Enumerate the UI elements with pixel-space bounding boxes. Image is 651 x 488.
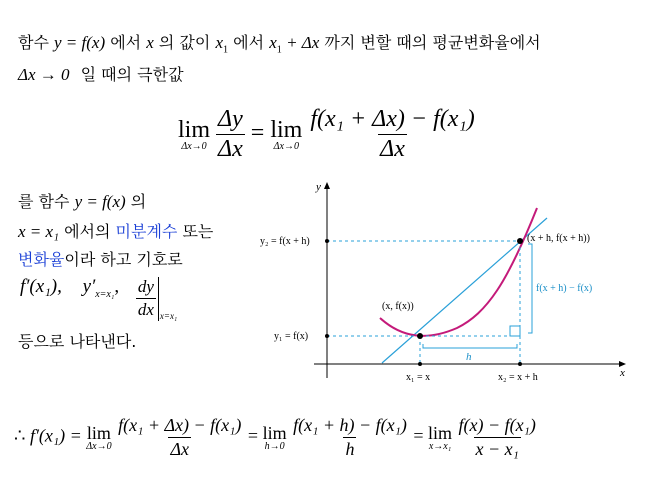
lim-2: lim h→0 bbox=[262, 422, 287, 452]
notation-fprime: f′(x₁), bbox=[20, 276, 62, 297]
rise-label: f(x + h) − f(x) bbox=[536, 283, 593, 294]
desc-line-5: 등으로 나타낸다. bbox=[18, 332, 137, 351]
run-bracket bbox=[423, 344, 517, 348]
y-axis-label: y bbox=[316, 181, 321, 193]
x1-label: x₁ = x bbox=[406, 372, 431, 383]
text: 일 때의 극한값 bbox=[80, 65, 184, 84]
text: 에서 bbox=[110, 33, 142, 52]
tick-x2 bbox=[518, 362, 522, 366]
text: 이라 하고 기호로 bbox=[64, 250, 183, 269]
main-formula bbox=[178, 106, 477, 163]
text: 에서의 bbox=[64, 222, 111, 241]
p2-label: (x + h, f(x + h)) bbox=[527, 233, 590, 244]
math-x-eq-x1: x = x₁ bbox=[18, 222, 59, 241]
y1-label: y₁ = f(x) bbox=[274, 331, 309, 342]
fraction-3: $\frac{\text{f(x) − f(x₁)}}{\text{x − x₁}}$ bbox=[458, 415, 536, 459]
text: 까지 변할 때의 평균변화율에서 bbox=[324, 33, 541, 52]
text: 를 함수 bbox=[18, 192, 70, 211]
derivative-graph bbox=[252, 178, 637, 388]
lhs-fprime: f′(x₁) = bbox=[29, 425, 82, 446]
text: 또는 bbox=[182, 222, 214, 241]
desc-line-1 bbox=[18, 189, 146, 212]
notation-yprime: $y'_{x=x_1}$, bbox=[82, 276, 120, 300]
math-x: x bbox=[146, 33, 154, 52]
text: 의 값이 bbox=[158, 33, 211, 52]
term-derivative-coefficient: 미분계수 bbox=[115, 222, 178, 241]
desc-line-2 bbox=[18, 219, 213, 242]
text: 에서 bbox=[233, 33, 265, 52]
y-axis-arrow bbox=[324, 182, 330, 189]
tick-y2 bbox=[325, 239, 329, 243]
math-fx: y = f(x) bbox=[74, 192, 126, 211]
x2-label: x₂ = x + h bbox=[498, 372, 538, 383]
math-dx-to-0: Δx → 0 bbox=[18, 65, 70, 84]
lim: lim Δx→0 bbox=[270, 116, 303, 152]
math-x1-plus-dx: $x_1 + \Delta x$ bbox=[269, 33, 320, 56]
run-label: h bbox=[466, 351, 472, 363]
term-rate-of-change: 변화율 bbox=[18, 250, 65, 269]
notation-line bbox=[20, 276, 177, 321]
p1-label: (x, f(x)) bbox=[382, 301, 414, 312]
lim-3: lim x→x₁ bbox=[428, 422, 453, 452]
text: 의 bbox=[130, 192, 147, 211]
rise-bracket bbox=[528, 244, 532, 333]
intro-line-2 bbox=[18, 62, 184, 85]
equals: = bbox=[247, 425, 259, 446]
point-p2 bbox=[517, 238, 523, 244]
therefore-symbol: ∴ bbox=[14, 425, 26, 446]
function-curve bbox=[380, 208, 537, 336]
x-axis-label: x bbox=[620, 367, 625, 379]
final-formula bbox=[14, 415, 538, 460]
fraction-dy-dx: $\frac{\Delta y}{\Delta x}$ bbox=[218, 106, 243, 162]
fraction-1: $\frac{\text{f(x₁ + Δx) − f(x₁)}}{\Delta x}$ bbox=[118, 415, 242, 459]
notation-dydx: $\frac{dy}{dx}$ x=x₁ bbox=[137, 277, 178, 321]
right-angle-mark bbox=[510, 326, 520, 336]
desc-line-3 bbox=[18, 247, 183, 270]
equals: = bbox=[413, 425, 424, 446]
math-x1: $x_1$ bbox=[215, 33, 229, 56]
y2-label: y₂ = f(x + h) bbox=[260, 236, 310, 247]
fraction-2: $\frac{\text{f(x₁ + h) − f(x₁)}}{h}$ bbox=[293, 415, 407, 459]
tick-x1 bbox=[418, 362, 422, 366]
equals: = bbox=[250, 120, 265, 147]
math-fx: y = f(x) bbox=[54, 33, 106, 52]
intro-line-1 bbox=[18, 30, 541, 55]
point-p1 bbox=[417, 333, 423, 339]
fraction-difference-quotient: $\frac{\text{f(x₁ + Δx) − f(x₁)}}{\Delta x}$ bbox=[310, 106, 475, 162]
tick-y1 bbox=[325, 334, 329, 338]
lim: lim Δx→0 bbox=[178, 116, 211, 152]
text: 함수 bbox=[18, 33, 49, 52]
lim-1: lim Δx→0 bbox=[86, 422, 112, 452]
